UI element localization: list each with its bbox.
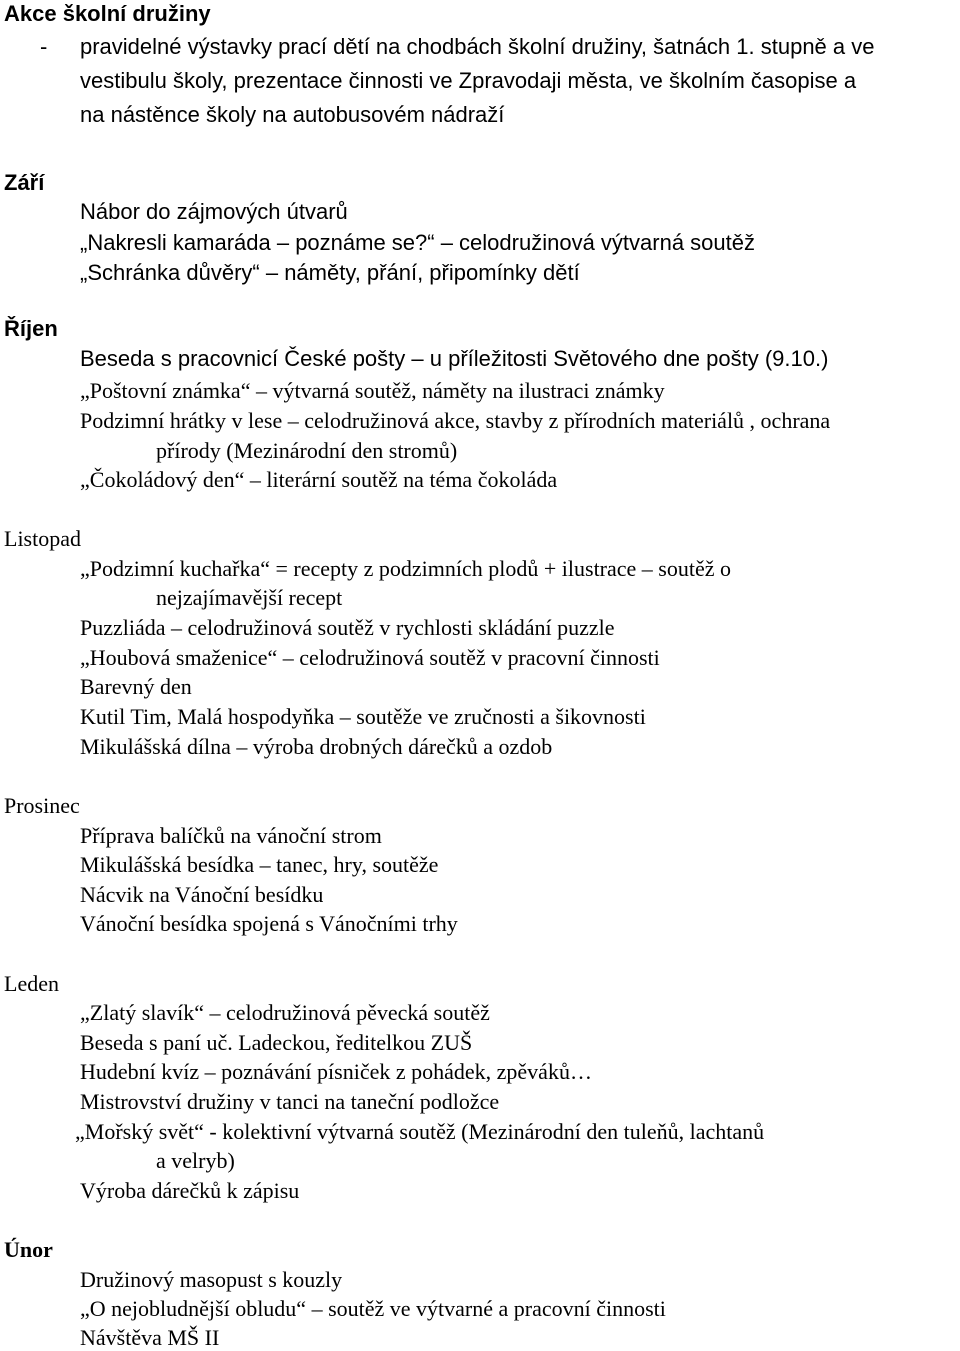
list-item: Vánoční besídka spojená s Vánočními trhy xyxy=(80,911,458,936)
section-heading-prosinec: Prosinec xyxy=(4,793,80,818)
list-item: přírody (Mezinárodní den stromů) xyxy=(156,438,458,463)
list-item: Nácvik na Vánoční besídku xyxy=(80,882,324,907)
list-item: Puzzliáda – celodružinová soutěž v rychlosti skládání puzzle xyxy=(80,615,615,640)
doc-title: Akce školní družiny xyxy=(4,1,211,26)
section-heading-leden: Leden xyxy=(4,971,59,996)
list-item: „Poštovní známka“ – výtvarná soutěž, náměty na ilustraci známky xyxy=(80,378,665,403)
list-item: nejzajímavější recept xyxy=(156,585,343,610)
section-heading-rijen: Říjen xyxy=(4,316,58,341)
list-item: „O nejobludnější obludu“ – soutěž ve výtvarné a pracovní činnosti xyxy=(80,1296,666,1321)
list-item: a velryb) xyxy=(156,1148,235,1173)
list-item: „Nakresli kamaráda – poznáme se?“ – celodružinová výtvarná soutěž xyxy=(80,230,755,255)
list-item: Příprava balíčků na vánoční strom xyxy=(80,823,382,848)
list-item: Beseda s paní uč. Ladeckou, ředitelkou ZUŠ xyxy=(80,1030,473,1055)
intro-line: na nástěnce školy na autobusovém nádraží xyxy=(80,102,505,127)
list-item: Nábor do zájmových útvarů xyxy=(80,199,348,224)
list-item: Kutil Tim, Malá hospodyňka – soutěže ve zručnosti a šikovnosti xyxy=(80,704,646,729)
list-item: Mikulášská dílna – výroba drobných dárečků a ozdob xyxy=(80,734,553,759)
list-item: Výroba dárečků k zápisu xyxy=(80,1178,300,1203)
intro-line: vestibulu školy, prezentace činnosti ve Zpravodaji města, ve školním časopise a xyxy=(80,68,857,93)
list-item: Podzimní hrátky v lese – celodružinová akce, stavby z přírodních materiálů , ochrana xyxy=(80,408,831,433)
list-item: Mikulášská besídka – tanec, hry, soutěže xyxy=(80,852,439,877)
list-item: „Podzimní kuchařka“ = recepty z podzimních plodů + ilustrace – soutěž o xyxy=(80,556,731,581)
list-item: Mistrovství družiny v tanci na taneční podložce xyxy=(80,1089,500,1114)
list-item: „Schránka důvěry“ – náměty, přání, připomínky dětí xyxy=(80,260,580,285)
list-item: „Čokoládový den“ – literární soutěž na téma čokoláda xyxy=(80,467,558,492)
list-item: „Houbová smaženice“ – celodružinová soutěž v pracovní činnosti xyxy=(80,645,660,670)
list-item: „Zlatý slavík“ – celodružinová pěvecká soutěž xyxy=(80,1000,490,1025)
list-item: Hudební kvíz – poznávání písniček z pohádek, zpěváků… xyxy=(80,1059,592,1084)
list-item: Družinový masopust s kouzly xyxy=(80,1267,343,1292)
section-heading-listopad: Listopad xyxy=(4,526,81,551)
section-heading-zari: Září xyxy=(4,170,45,195)
list-item: Barevný den xyxy=(80,674,192,699)
intro-line: pravidelné výstavky prací dětí na chodbách školní družiny, šatnách 1. stupně a ve xyxy=(80,34,875,59)
list-item: „Mořský svět“ - kolektivní výtvarná soutěž (Mezinárodní den tuleňů, lachtanů xyxy=(75,1119,765,1144)
section-heading-unor: Únor xyxy=(4,1237,53,1262)
list-item: Návštěva MŠ II xyxy=(80,1325,220,1350)
list-item: Beseda s pracovnicí České pošty – u příležitosti Světového dne pošty (9.10.) xyxy=(80,346,829,371)
bullet-dash: - xyxy=(40,34,48,59)
